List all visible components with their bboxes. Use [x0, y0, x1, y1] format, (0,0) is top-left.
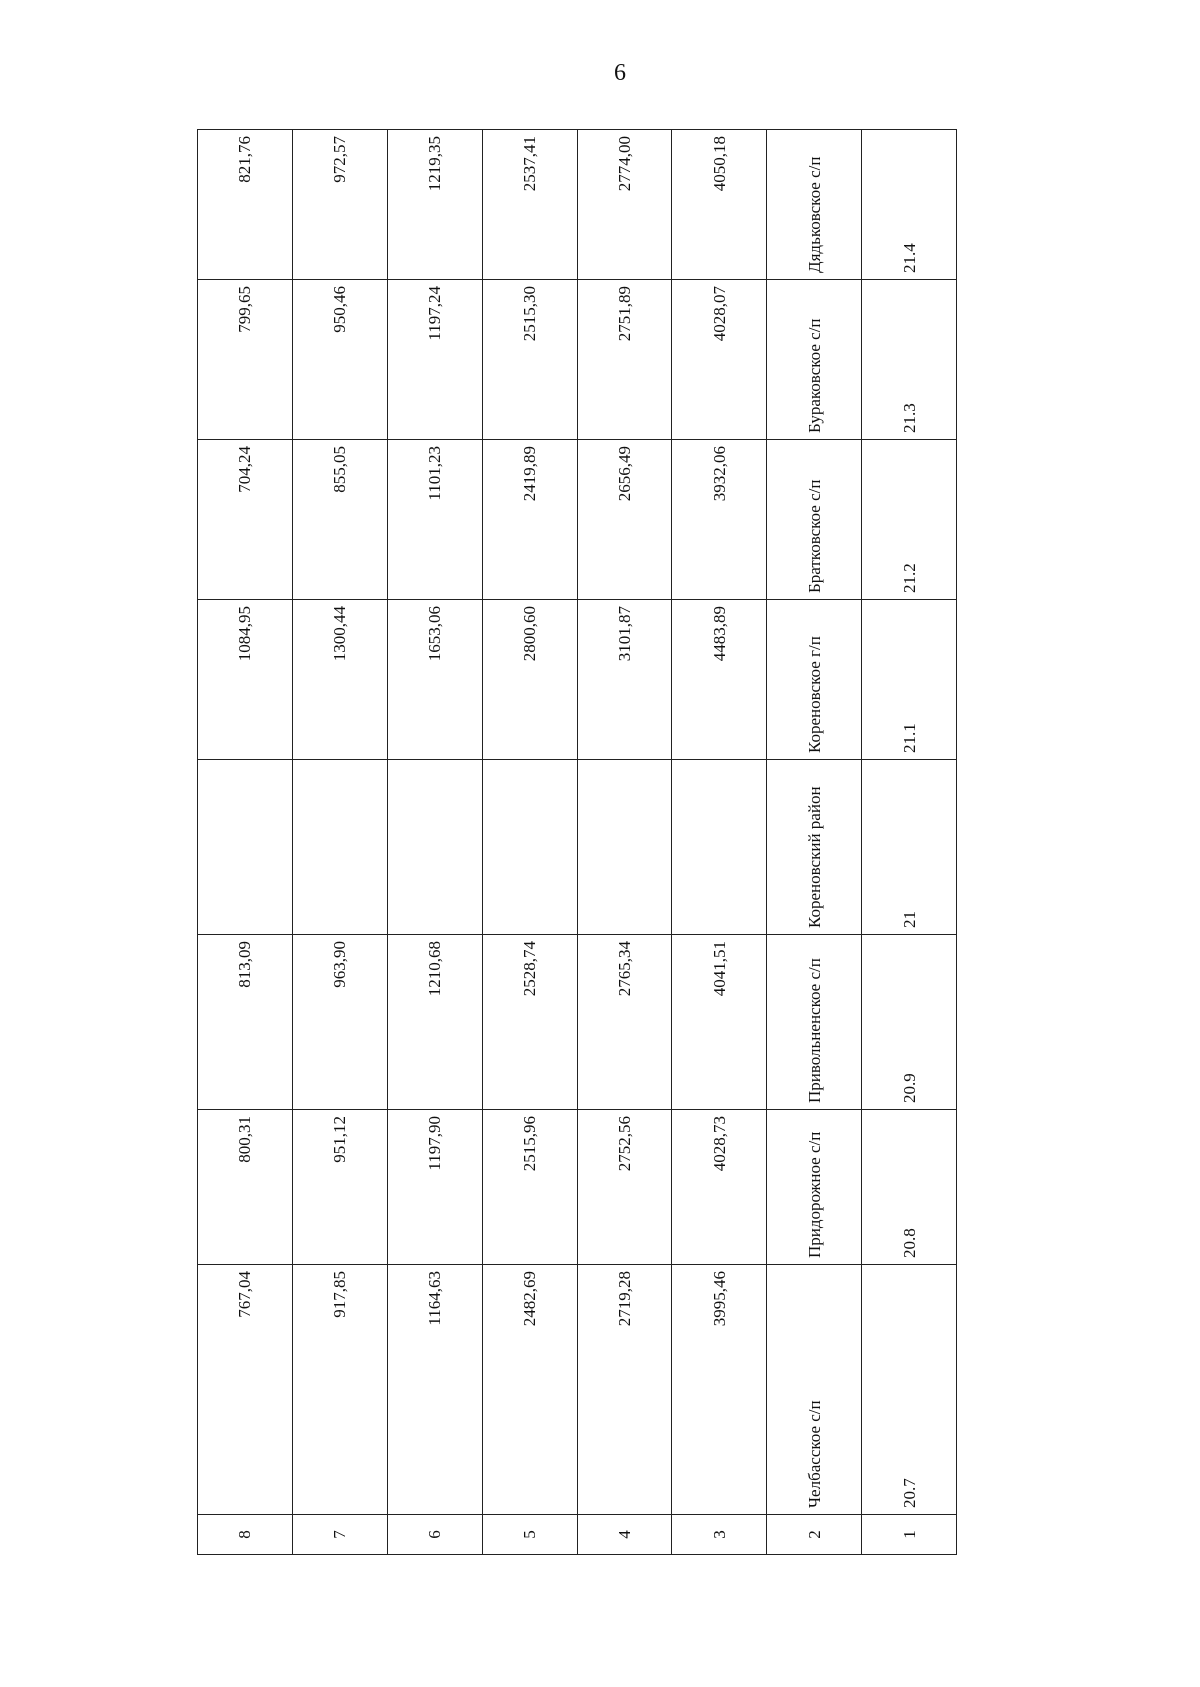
column-header: 1: [862, 1515, 957, 1555]
row-index-cell: 21: [862, 760, 957, 935]
value-cell: 2765,34: [577, 935, 672, 1110]
value-cell: 4028,07: [672, 280, 767, 440]
value-cell: 2800,60: [482, 600, 577, 760]
row-index-cell: 21.1: [862, 600, 957, 760]
value-cell: 2419,89: [482, 440, 577, 600]
column-header: 8: [198, 1515, 293, 1555]
value-cell: 3932,06: [672, 440, 767, 600]
column-strip-5: [482, 130, 577, 1555]
column-strip-2: [767, 130, 862, 1555]
value-cell: 1653,06: [387, 600, 482, 760]
value-cell: 813,09: [198, 935, 293, 1110]
value-cell: 821,76: [198, 130, 293, 280]
value-cell: 4050,18: [672, 130, 767, 280]
column-strip-7: [292, 130, 387, 1555]
value-cell: 1101,23: [387, 440, 482, 600]
value-cell: [198, 760, 293, 935]
column-strip-6: [387, 130, 482, 1555]
value-cell: 1197,90: [387, 1110, 482, 1265]
column-strip-1: [862, 130, 957, 1555]
value-cell: 704,24: [198, 440, 293, 600]
value-cell: 3995,46: [672, 1265, 767, 1515]
value-cell: 950,46: [292, 280, 387, 440]
row-name-cell: Придорожное с/п: [767, 1110, 862, 1265]
column-strip-8: [198, 130, 293, 1555]
value-cell: 799,65: [198, 280, 293, 440]
row-name-cell: Дядьковское с/п: [767, 130, 862, 280]
value-cell: 1197,24: [387, 280, 482, 440]
value-cell: 1300,44: [292, 600, 387, 760]
data-table: [197, 129, 957, 1555]
value-cell: 2719,28: [577, 1265, 672, 1515]
value-cell: 2774,00: [577, 130, 672, 280]
value-cell: 2752,56: [577, 1110, 672, 1265]
value-cell: [672, 760, 767, 935]
value-cell: 3101,87: [577, 600, 672, 760]
row-index-cell: 20.9: [862, 935, 957, 1110]
column-header: 3: [672, 1515, 767, 1555]
value-cell: 917,85: [292, 1265, 387, 1515]
row-name-cell: Братковское с/п: [767, 440, 862, 600]
value-cell: 767,04: [198, 1265, 293, 1515]
row-index-cell: 20.8: [862, 1110, 957, 1265]
value-cell: 1210,68: [387, 935, 482, 1110]
row-name-cell: Кореновский район: [767, 760, 862, 935]
row-index-cell: 21.3: [862, 280, 957, 440]
column-strip-4: [577, 130, 672, 1555]
column-header: 5: [482, 1515, 577, 1555]
value-cell: 855,05: [292, 440, 387, 600]
page-number: 6: [614, 60, 626, 86]
row-index-cell: 21.2: [862, 440, 957, 600]
table-body: [198, 130, 957, 1555]
value-cell: [292, 760, 387, 935]
value-cell: 4041,51: [672, 935, 767, 1110]
value-cell: 1084,95: [198, 600, 293, 760]
value-cell: 2537,41: [482, 130, 577, 280]
column-strip-3: [672, 130, 767, 1555]
column-header: 6: [387, 1515, 482, 1555]
value-cell: 4028,73: [672, 1110, 767, 1265]
value-cell: 2515,96: [482, 1110, 577, 1265]
value-cell: 1164,63: [387, 1265, 482, 1515]
column-header: 7: [292, 1515, 387, 1555]
value-cell: 1219,35: [387, 130, 482, 280]
value-cell: [577, 760, 672, 935]
row-name-cell: Бураковское с/п: [767, 280, 862, 440]
value-cell: 2482,69: [482, 1265, 577, 1515]
row-name-cell: Привольненское с/п: [767, 935, 862, 1110]
value-cell: [482, 760, 577, 935]
row-name-cell: Челбасское с/п: [767, 1265, 862, 1515]
value-cell: 972,57: [292, 130, 387, 280]
value-cell: 951,12: [292, 1110, 387, 1265]
value-cell: [387, 760, 482, 935]
column-header: 2: [767, 1515, 862, 1555]
value-cell: 2751,89: [577, 280, 672, 440]
row-name-cell: Кореновское г/п: [767, 600, 862, 760]
value-cell: 2656,49: [577, 440, 672, 600]
value-cell: 2515,30: [482, 280, 577, 440]
value-cell: 4483,89: [672, 600, 767, 760]
row-index-cell: 21.4: [862, 130, 957, 280]
value-cell: 2528,74: [482, 935, 577, 1110]
table-container: [197, 130, 957, 1555]
row-index-cell: 20.7: [862, 1265, 957, 1515]
value-cell: 800,31: [198, 1110, 293, 1265]
value-cell: 963,90: [292, 935, 387, 1110]
column-header: 4: [577, 1515, 672, 1555]
